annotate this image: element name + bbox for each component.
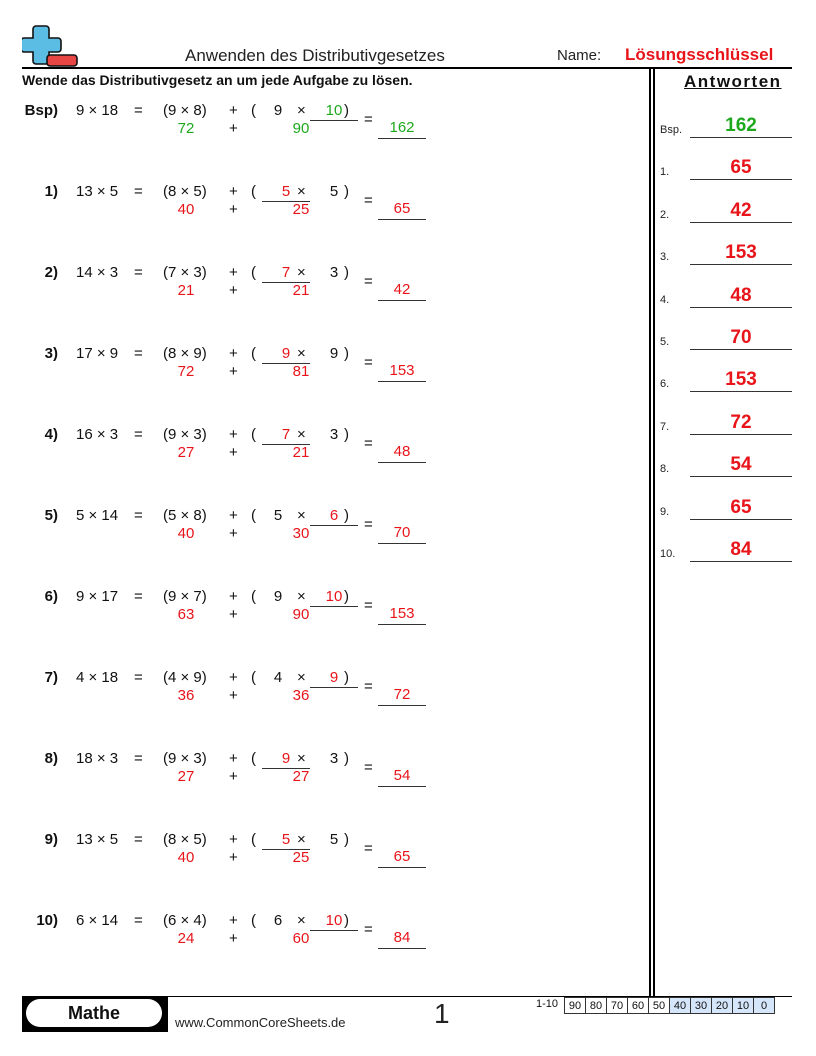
second-factor: 5 — [329, 183, 339, 200]
plus-sign: + — [229, 930, 238, 947]
first-partial-product: (7 × 3) — [163, 264, 207, 281]
second-partial-value: 21 — [292, 444, 310, 461]
answer-value: 153 — [690, 369, 792, 392]
open-paren: ( — [251, 264, 256, 281]
problem-row — [0, 426, 440, 486]
problem-number: 5) — [44, 507, 58, 524]
second-partial-value: 25 — [292, 201, 310, 218]
equals-sign: = — [364, 921, 373, 938]
plus-sign: + — [229, 282, 238, 299]
problem-expression: 13 × 5 — [76, 183, 119, 200]
problem-number: 7) — [44, 669, 58, 686]
times-sign: × — [297, 831, 306, 848]
problem-row — [0, 912, 440, 972]
first-partial-product: (9 × 3) — [163, 750, 207, 767]
first-partial-value: 21 — [177, 282, 195, 299]
problem-row — [0, 102, 440, 162]
answer-value: 70 — [690, 327, 792, 350]
answer-value: 65 — [690, 157, 792, 180]
problem-number: 9) — [44, 831, 58, 848]
plus-sign: + — [229, 588, 238, 605]
answer-row — [660, 98, 792, 138]
answer-row — [660, 480, 792, 520]
equals-sign: = — [364, 516, 373, 533]
answer-row — [660, 268, 792, 308]
problem-row — [0, 183, 440, 243]
answer-row — [660, 352, 792, 392]
answer-value: 84 — [690, 539, 792, 562]
subject-label: Mathe — [26, 999, 162, 1027]
equals-sign: = — [364, 273, 373, 290]
problem-row — [0, 588, 440, 648]
first-factor-answer: 5 — [262, 183, 310, 202]
first-factor-answer: 7 — [262, 264, 310, 283]
open-paren: ( — [251, 588, 256, 605]
answer-label: 9. — [660, 505, 670, 518]
first-partial-value: 24 — [177, 930, 195, 947]
first-factor: 9 — [273, 102, 283, 119]
times-sign: × — [297, 669, 306, 686]
problem-row — [0, 750, 440, 810]
answer-row — [660, 437, 792, 477]
first-partial-value: 40 — [177, 849, 195, 866]
total-answer: 153 — [378, 362, 426, 382]
plus-sign: + — [229, 669, 238, 686]
times-sign: × — [297, 912, 306, 929]
first-partial-value: 36 — [177, 687, 195, 704]
problem-expression: 4 × 18 — [76, 669, 119, 686]
answer-value: 42 — [690, 200, 792, 223]
first-partial-value: 40 — [177, 525, 195, 542]
close-paren: ) — [344, 912, 349, 929]
plus-sign: + — [229, 102, 238, 119]
times-sign: × — [297, 588, 306, 605]
first-factor-answer: 9 — [262, 750, 310, 769]
worksheet-title: Anwenden des Distributivgesetzes — [185, 46, 445, 65]
column-divider — [653, 69, 655, 997]
close-paren: ) — [344, 102, 349, 119]
problem-number: 10) — [36, 912, 58, 929]
problem-row — [0, 264, 440, 324]
plus-sign: + — [229, 912, 238, 929]
answer-value: 48 — [690, 285, 792, 308]
equals-sign: = — [134, 912, 143, 929]
site-url: www.CommonCoreSheets.de — [175, 1015, 346, 1030]
score-cell: 70 — [607, 998, 628, 1014]
open-paren: ( — [251, 669, 256, 686]
close-paren: ) — [344, 669, 349, 686]
second-partial-value: 60 — [292, 930, 310, 947]
first-partial-value: 72 — [177, 363, 195, 380]
plus-sign: + — [229, 264, 238, 281]
plus-sign: + — [229, 426, 238, 443]
problem-row — [0, 345, 440, 405]
problem-number: 4) — [44, 426, 58, 443]
answer-label: 2. — [660, 208, 670, 221]
page-number: 1 — [434, 998, 450, 1029]
times-sign: × — [297, 102, 306, 119]
close-paren: ) — [344, 831, 349, 848]
first-partial-product: (8 × 5) — [163, 183, 207, 200]
times-sign: × — [297, 750, 306, 767]
close-paren: ) — [344, 345, 349, 362]
close-paren: ) — [344, 264, 349, 281]
answer-label: 10. — [660, 548, 676, 560]
plus-sign: + — [229, 768, 238, 785]
problem-row — [0, 831, 440, 891]
score-cell: 60 — [628, 998, 649, 1014]
answer-row — [660, 522, 792, 562]
first-partial-product: (9 × 3) — [163, 426, 207, 443]
second-factor: 3 — [329, 750, 339, 767]
total-answer: 65 — [378, 200, 426, 220]
open-paren: ( — [251, 912, 256, 929]
second-factor-answer: 6 — [310, 507, 358, 526]
equals-sign: = — [134, 831, 143, 848]
total-answer: 70 — [378, 524, 426, 544]
answer-value: 72 — [690, 412, 792, 435]
problem-expression: 6 × 14 — [76, 912, 119, 929]
first-partial-value: 27 — [177, 444, 195, 461]
name-label: Name: — [557, 47, 602, 64]
first-partial-value: 63 — [177, 606, 195, 623]
open-paren: ( — [251, 507, 256, 524]
answer-label: 8. — [660, 463, 670, 476]
equals-sign: = — [134, 750, 143, 767]
answer-label: 6. — [660, 378, 670, 391]
score-cell: 20 — [712, 998, 733, 1014]
second-partial-value: 21 — [292, 282, 310, 299]
answer-label: 7. — [660, 420, 670, 433]
answer-row — [660, 310, 792, 350]
plus-sign: + — [229, 363, 238, 380]
answer-value: 65 — [690, 497, 792, 520]
equals-sign: = — [134, 507, 143, 524]
first-partial-product: (4 × 9) — [163, 669, 207, 686]
problem-number: Bsp) — [24, 102, 58, 119]
problem-expression: 16 × 3 — [76, 426, 119, 443]
second-partial-value: 27 — [292, 768, 310, 785]
equals-sign: = — [134, 183, 143, 200]
plus-sign: + — [229, 507, 238, 524]
plus-sign: + — [229, 201, 238, 218]
second-partial-value: 90 — [292, 120, 310, 137]
plus-sign: + — [229, 687, 238, 704]
plus-sign: + — [229, 444, 238, 461]
first-partial-product: (8 × 5) — [163, 831, 207, 848]
first-partial-product: (9 × 7) — [163, 588, 207, 605]
equals-sign: = — [134, 426, 143, 443]
first-partial-product: (5 × 8) — [163, 507, 207, 524]
plus-sign: + — [229, 183, 238, 200]
open-paren: ( — [251, 750, 256, 767]
problem-expression: 18 × 3 — [76, 750, 119, 767]
close-paren: ) — [344, 507, 349, 524]
open-paren: ( — [251, 831, 256, 848]
open-paren: ( — [251, 183, 256, 200]
score-range-label: 1-10 — [536, 998, 559, 1010]
second-factor-answer: 9 — [310, 669, 358, 688]
score-cell: 50 — [649, 998, 670, 1014]
problem-number: 8) — [44, 750, 58, 767]
total-answer: 48 — [378, 443, 426, 463]
first-factor-answer: 9 — [262, 345, 310, 364]
equals-sign: = — [134, 102, 143, 119]
second-factor: 9 — [329, 345, 339, 362]
second-factor: 3 — [329, 264, 339, 281]
plus-sign: + — [229, 606, 238, 623]
plus-minus-logo-icon — [22, 24, 80, 68]
total-answer: 42 — [378, 281, 426, 301]
open-paren: ( — [251, 426, 256, 443]
score-table — [564, 997, 775, 1014]
answer-label: Bsp. — [660, 124, 683, 136]
equals-sign: = — [364, 435, 373, 452]
plus-sign: + — [229, 750, 238, 767]
problem-number: 2) — [44, 264, 58, 281]
equals-sign: = — [134, 588, 143, 605]
equals-sign: = — [364, 111, 373, 128]
answer-row — [660, 140, 792, 180]
first-factor: 9 — [273, 588, 283, 605]
first-factor-answer: 5 — [262, 831, 310, 850]
header-rule — [22, 67, 792, 69]
problem-expression: 5 × 14 — [76, 507, 119, 524]
second-partial-value: 30 — [292, 525, 310, 542]
column-divider — [649, 69, 651, 997]
problem-expression: 17 × 9 — [76, 345, 119, 362]
answers-title: Antworten — [684, 72, 782, 91]
second-factor: 5 — [329, 831, 339, 848]
second-factor-answer: 10 — [310, 912, 358, 931]
close-paren: ) — [344, 588, 349, 605]
second-factor-answer: 10 — [310, 588, 358, 607]
total-answer: 84 — [378, 929, 426, 949]
close-paren: ) — [344, 426, 349, 443]
first-partial-value: 40 — [177, 201, 195, 218]
total-answer: 54 — [378, 767, 426, 787]
problem-row — [0, 507, 440, 567]
answer-value: 153 — [690, 242, 792, 265]
first-partial-product: (8 × 9) — [163, 345, 207, 362]
problem-expression: 13 × 5 — [76, 831, 119, 848]
problem-expression: 9 × 18 — [76, 102, 119, 119]
score-cell: 10 — [733, 998, 754, 1014]
plus-sign: + — [229, 525, 238, 542]
first-partial-value: 72 — [177, 120, 195, 137]
open-paren: ( — [251, 345, 256, 362]
times-sign: × — [297, 345, 306, 362]
first-factor-answer: 7 — [262, 426, 310, 445]
first-factor: 4 — [273, 669, 283, 686]
plus-sign: + — [229, 120, 238, 137]
equals-sign: = — [134, 264, 143, 281]
total-answer: 162 — [378, 119, 426, 139]
first-partial-value: 27 — [177, 768, 195, 785]
answer-label: 5. — [660, 336, 670, 348]
second-partial-value: 25 — [292, 849, 310, 866]
second-factor-answer: 10 — [310, 102, 358, 121]
equals-sign: = — [364, 597, 373, 614]
answer-row — [660, 183, 792, 223]
first-factor: 5 — [273, 507, 283, 524]
score-cell: 0 — [754, 998, 775, 1014]
first-partial-product: (9 × 8) — [163, 102, 207, 119]
open-paren: ( — [251, 102, 256, 119]
equals-sign: = — [134, 345, 143, 362]
problem-number: 1) — [44, 183, 58, 200]
equals-sign: = — [364, 354, 373, 371]
score-cell: 90 — [565, 998, 586, 1014]
total-answer: 153 — [378, 605, 426, 625]
close-paren: ) — [344, 750, 349, 767]
answer-label: 1. — [660, 166, 670, 179]
times-sign: × — [297, 183, 306, 200]
second-partial-value: 36 — [292, 687, 310, 704]
answer-label: 3. — [660, 251, 670, 264]
equals-sign: = — [364, 678, 373, 695]
equals-sign: = — [364, 192, 373, 209]
total-answer: 72 — [378, 686, 426, 706]
answer-row — [660, 395, 792, 435]
equals-sign: = — [364, 759, 373, 776]
answer-value: 54 — [690, 454, 792, 477]
times-sign: × — [297, 507, 306, 524]
second-partial-value: 90 — [292, 606, 310, 623]
answer-label: 4. — [660, 293, 670, 306]
score-cell: 80 — [586, 998, 607, 1014]
equals-sign: = — [364, 840, 373, 857]
problem-row — [0, 669, 440, 729]
problem-number: 6) — [44, 588, 58, 605]
answer-row — [660, 225, 792, 265]
times-sign: × — [297, 426, 306, 443]
plus-sign: + — [229, 345, 238, 362]
second-factor: 3 — [329, 426, 339, 443]
first-factor: 6 — [273, 912, 283, 929]
plus-sign: + — [229, 849, 238, 866]
second-partial-value: 81 — [292, 363, 310, 380]
score-cell: 40 — [670, 998, 691, 1014]
close-paren: ) — [344, 183, 349, 200]
problem-number: 3) — [44, 345, 58, 362]
problem-expression: 14 × 3 — [76, 264, 119, 281]
problem-expression: 9 × 17 — [76, 588, 119, 605]
answer-value: 162 — [690, 115, 792, 138]
score-cell: 30 — [691, 998, 712, 1014]
plus-sign: + — [229, 831, 238, 848]
equals-sign: = — [134, 669, 143, 686]
name-value: Lösungsschlüssel — [625, 45, 774, 64]
instructions: Wende das Distributivgesetz an um jede Aufgabe zu lösen. — [22, 72, 413, 88]
total-answer: 65 — [378, 848, 426, 868]
first-partial-product: (6 × 4) — [163, 912, 207, 929]
times-sign: × — [297, 264, 306, 281]
